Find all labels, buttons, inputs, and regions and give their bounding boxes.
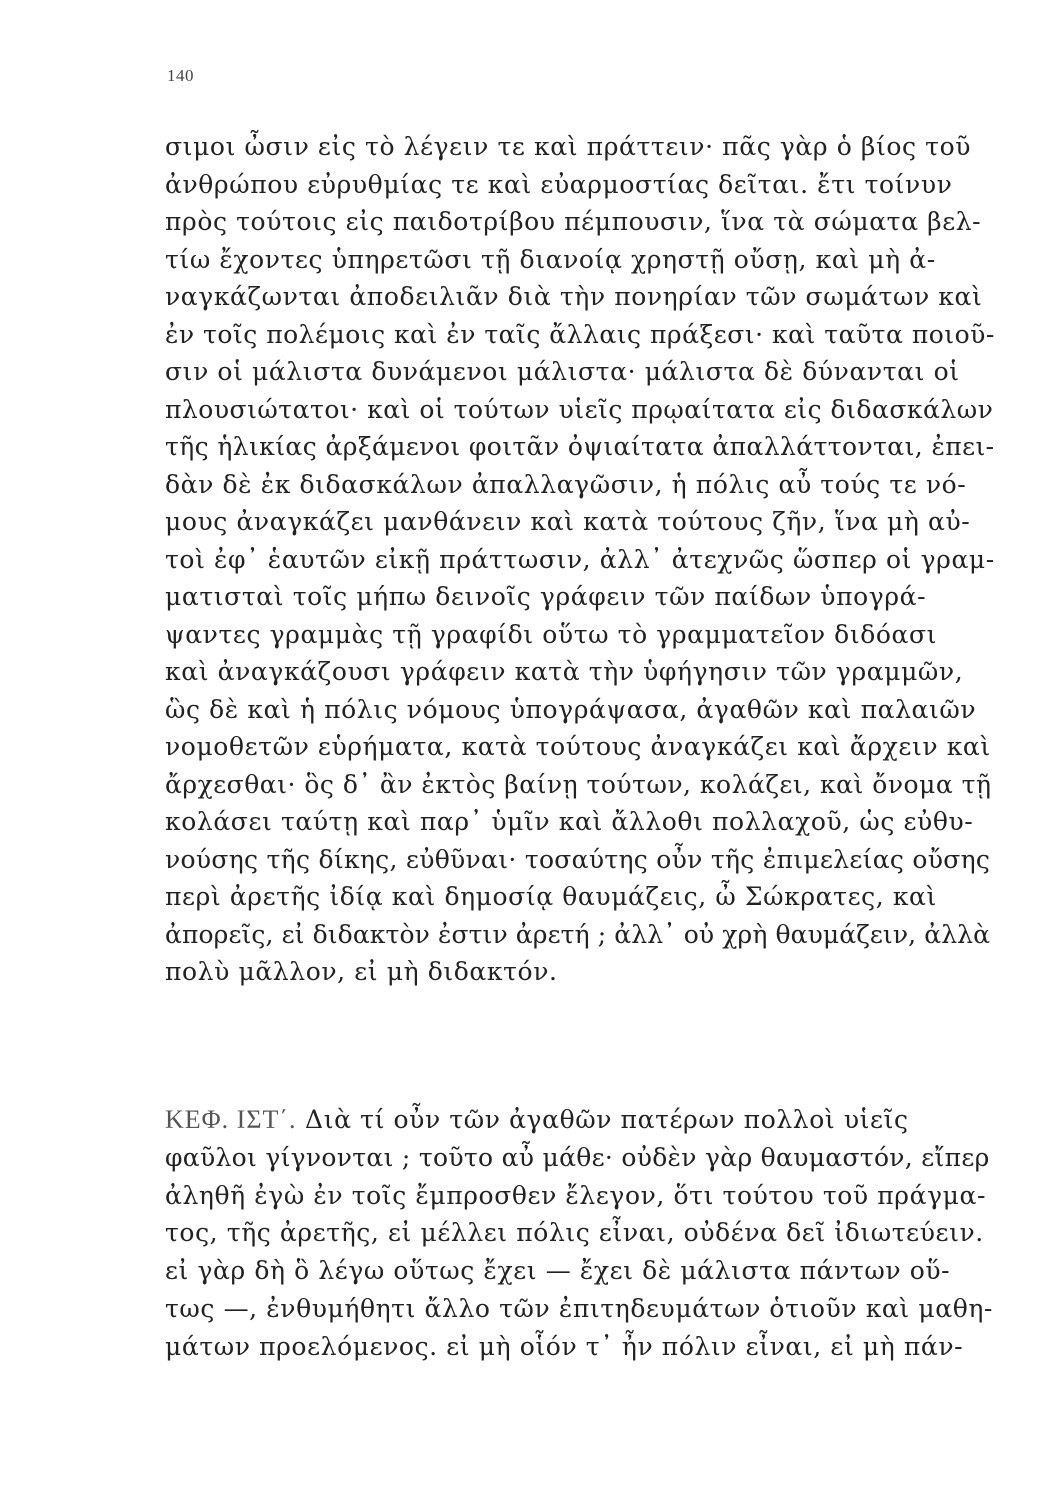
text-line: ἀνθρώπου εὐρυθμίας τε καὶ εὐαρμοστίας δεῖται. ἔτι τοίνυν bbox=[165, 169, 953, 199]
chapter-heading: ΚΕΦ. ΙΣΤ΄. bbox=[165, 1105, 297, 1134]
text-line: νούσης τῆς δίκης, εὐθῦναι· τοσαύτης οὖν τῆς ἐπιμελείας οὔσης bbox=[165, 844, 991, 874]
text-line: κολάσει ταύτῃ καὶ παρ᾽ ὑμῖν καὶ ἄλλοθι πολλαχοῦ, ὡς εὐθυ- bbox=[165, 807, 974, 836]
text-line: νομοθετῶν εὑρήματα, κατὰ τούτους ἀναγκάζει καὶ ἄρχειν καὶ bbox=[165, 732, 991, 761]
text-line: τοὶ ἐφ᾽ ἑαυτῶν εἰκῇ πράττωσιν, ἀλλ᾽ ἀτεχνῶς ὥσπερ οἱ γραμ- bbox=[165, 544, 995, 574]
text-line: ἄρχεσθαι· ὃς δ᾽ ἂν ἐκτὸς βαίνῃ τούτων, κολάζει, καὶ ὄνομα τῇ bbox=[165, 769, 992, 799]
page-number: 140 bbox=[167, 66, 194, 85]
text-line: εἰ γὰρ δὴ ὃ λέγω οὕτως ἔχει — ἔχει δὲ μάλιστα πάντων οὕ- bbox=[165, 1256, 951, 1286]
text-line: μάτων προελόμενος. εἰ μὴ οἷόν τ᾽ ἦν πόλιν εἶναι, εἰ μὴ πάν- bbox=[165, 1331, 964, 1361]
text-line: πλουσιώτατοι· καὶ οἱ τούτων υἱεῖς πρῳαίτατα εἰς διδασκάλων bbox=[165, 394, 994, 424]
text-line: σιμοι ὦσιν εἰς τὸ λέγειν τε καὶ πράττειν· πᾶς γὰρ ὁ βίος τοῦ bbox=[165, 132, 972, 161]
text-line: ἀληθῆ ἐγὼ ἐν τοῖς ἔμπροσθεν ἔλεγον, ὅτι τούτου τοῦ πράγμα- bbox=[165, 1180, 987, 1210]
text-line: ἐν τοῖς πολέμοις καὶ ἐν ταῖς ἄλλαις πράξεσι· καὶ ταῦτα ποιοῦ- bbox=[165, 319, 995, 349]
chapter-first-line bbox=[165, 1101, 995, 1139]
text-line: φαῦλοι γίγνονται ; τοῦτο αὖ μάθε· οὐδὲν γὰρ θαυμαστόν, εἴπερ bbox=[165, 1142, 990, 1172]
text-line: δὰν δὲ ἐκ διδασκάλων ἀπαλλαγῶσιν, ἡ πόλις αὖ τούς τε νό- bbox=[165, 469, 967, 499]
text-line: πρὸς τούτοις εἰς παιδοτρίβου πέμπουσιν, ἵνα τὰ σώματα βελ- bbox=[165, 207, 982, 236]
text-line: ἀπορεῖς, εἰ διδακτὸν ἐστιν ἀρετή ; ἀλλ᾽ οὐ χρὴ θαυμάζειν, ἀλλὰ bbox=[165, 919, 991, 949]
text-line: τίω ἔχοντες ὑπηρετῶσι τῇ διανοίᾳ χρηστῇ οὔσῃ, καὶ μὴ ἀ- bbox=[165, 244, 936, 274]
text-line: ὣς δὲ καὶ ἡ πόλις νόμους ὑπογράψασα, ἀγαθῶν καὶ παλαιῶν bbox=[165, 694, 977, 724]
text-line: τος, τῆς ἀρετῆς, εἰ μέλλει πόλις εἶναι, οὐδένα δεῖ ἰδιωτεύειν. bbox=[165, 1218, 984, 1248]
text-line: ναγκάζωνται ἀποδειλιᾶν διὰ τὴν πονηρίαν τῶν σωμάτων καὶ bbox=[165, 282, 983, 311]
paragraph-1 bbox=[165, 128, 995, 991]
text-line: μους ἀναγκάζει μανθάνειν καὶ κατὰ τούτους ζῆν, ἵνα μὴ αὐ- bbox=[165, 507, 971, 536]
text-line: πολὺ μᾶλλον, εἰ μὴ διδακτόν. bbox=[165, 957, 558, 986]
text-line: τως —, ἐνθυμήθητι ἄλλο τῶν ἐπιτηδευμάτων ὁτιοῦν καὶ μαθη- bbox=[165, 1293, 993, 1323]
text-span: Διὰ τί οὖν τῶν ἀγαθῶν πατέρων πολλοὶ υἱεῖς bbox=[296, 1105, 909, 1134]
text-line: καὶ ἀναγκάζουσι γράφειν κατὰ τὴν ὑφήγησιν τῶν γραμμῶν, bbox=[165, 657, 964, 686]
paragraph-2 bbox=[165, 1101, 995, 1366]
text-line: σιν οἱ μάλιστα δυνάμενοι μάλιστα· μάλιστα δὲ δύνανται οἱ bbox=[165, 357, 960, 386]
text-line: τῆς ἡλικίας ἀρξάμενοι φοιτᾶν ὀψιαίτατα ἀπαλλάττονται, ἐπει- bbox=[165, 432, 995, 461]
text-line: ψαντες γραμμὰς τῇ γραφίδι οὕτω τὸ γραμματεῖον διδόασι bbox=[165, 619, 938, 649]
text-line: περὶ ἀρετῆς ἰδίᾳ καὶ δημοσίᾳ θαυμάζεις, ὦ Σώκρατες, καὶ bbox=[165, 882, 937, 911]
text-line: ματισταὶ τοῖς μήπω δεινοῖς γράφειν τῶν παίδων ὑπογρά- bbox=[165, 582, 927, 611]
